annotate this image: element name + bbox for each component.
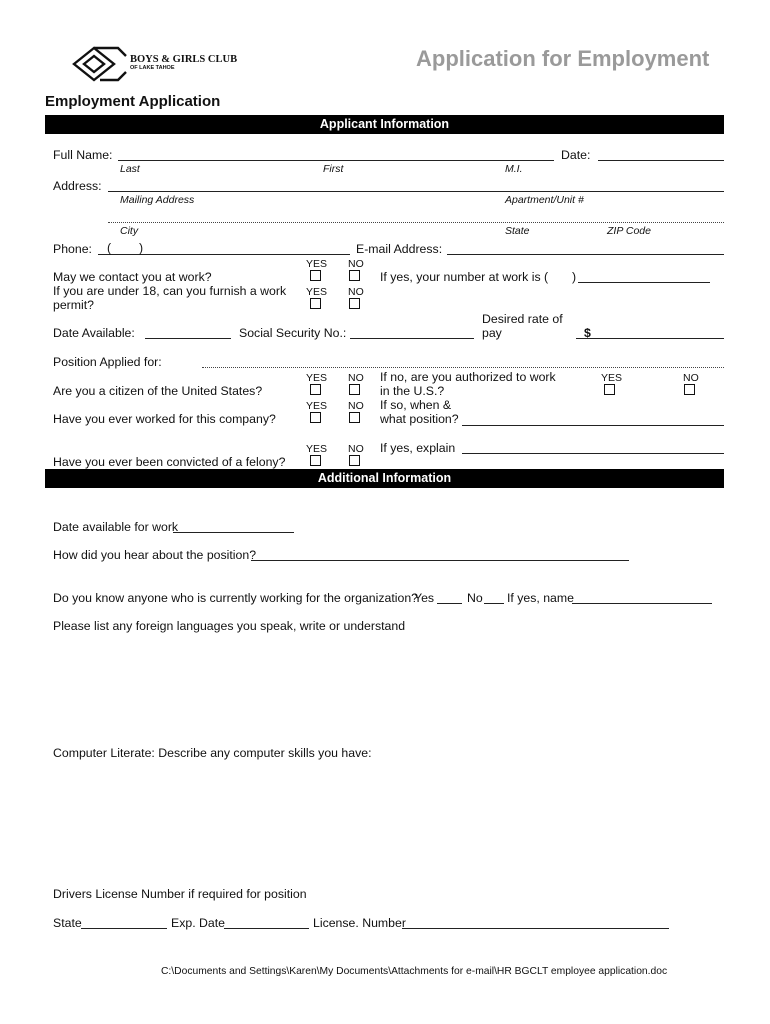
contact-yes-label: YES [306,258,328,270]
license-number-field[interactable] [402,928,669,929]
under-18-question: If you are under 18, can you furnish a work [53,284,287,298]
felony-yes-checkbox[interactable] [310,455,321,466]
phone-paren-open: ( [107,241,112,255]
authorized-no-checkbox[interactable] [684,384,695,395]
phone-label: Phone: [53,242,92,256]
work-number-label: If yes, your number at work is ( [380,270,549,284]
date-available-work-label: Date available for work [53,520,179,534]
know-name-label: If yes, name [507,591,574,605]
know-anyone-question: Do you know anyone who is currently working for the organization? [53,591,419,605]
citizen-yes-checkbox[interactable] [310,384,321,395]
license-state-field[interactable] [81,928,167,929]
contact-at-work-question: May we contact you at work? [53,270,212,284]
first-hint: First [323,163,344,175]
felony-question: Have you ever been convicted of a felony? [53,455,286,469]
worked-no-checkbox[interactable] [349,412,360,423]
authorized-question-cont: in the U.S.? [380,384,445,398]
authorized-yes-checkbox[interactable] [604,384,615,395]
section-additional-information: Additional Information [45,469,724,488]
full-name-label: Full Name: [53,148,113,162]
mailing-address-field[interactable] [108,191,724,192]
city-hint: City [120,225,139,237]
club-logo-mark [70,44,128,82]
dollar-sign: $ [584,326,591,340]
when-position-question: If so, when & [380,398,452,412]
position-label: Position Applied for: [53,355,162,369]
felony-no-label: NO [348,443,364,455]
page-title: Application for Employment [416,46,710,71]
apartment-hint: Apartment/Unit # [505,194,584,206]
citizen-no-label: NO [348,372,364,384]
logo-name: BOYS & GIRLS CLUB [130,54,238,65]
contact-no-checkbox[interactable] [349,270,360,281]
contact-yes-checkbox[interactable] [310,270,321,281]
know-no-label: No [467,591,483,605]
when-position-question-cont: what position? [380,412,459,426]
when-position-field[interactable] [462,425,724,426]
date-available-work-field[interactable] [173,532,294,533]
permit-yes-checkbox[interactable] [310,298,321,309]
phone-field[interactable] [98,254,350,255]
know-name-field[interactable] [572,603,712,604]
email-label: E-mail Address: [356,242,443,256]
ssn-label: Social Security No.: [239,326,347,340]
license-exp-label: Exp. Date [171,916,225,930]
work-number-close: ) [572,270,577,284]
license-state-label: State [53,916,82,930]
authorized-no-label: NO [683,372,699,384]
languages-label: Please list any foreign languages you speak, write or understand [53,619,406,633]
desired-pay-label-cont: pay [482,326,502,340]
position-field[interactable] [202,367,724,368]
permit-no-label: NO [348,286,364,298]
under-18-question-cont: permit? [53,298,95,312]
contact-no-label: NO [348,258,364,270]
address-label: Address: [53,179,102,193]
drivers-license-label: Drivers License Number if required for position [53,887,307,901]
know-yes-field[interactable] [437,603,462,604]
desired-pay-label: Desired rate of [482,312,563,326]
email-field[interactable] [447,254,724,255]
date-available-field[interactable] [145,338,231,339]
work-number-field[interactable] [578,282,710,283]
worked-yes-label: YES [306,400,328,412]
logo-subtitle: OF LAKE TAHOE [130,65,175,71]
license-exp-field[interactable] [224,928,309,929]
permit-yes-label: YES [306,286,328,298]
date-available-label: Date Available: [53,326,135,340]
phone-paren-close: ) [139,241,144,255]
section-applicant-information: Applicant Information [45,115,724,134]
hear-about-label: How did you hear about the position? [53,548,257,562]
citizen-no-checkbox[interactable] [349,384,360,395]
citizen-question: Are you a citizen of the United States? [53,384,263,398]
mailing-address-hint: Mailing Address [120,194,195,206]
last-hint: Last [120,163,140,175]
permit-no-checkbox[interactable] [349,298,360,309]
ssn-field[interactable] [350,338,474,339]
state-hint: State [505,225,530,237]
form-heading: Employment Application [45,93,221,110]
explain-label: If yes, explain [380,441,456,455]
computer-skills-label: Computer Literate: Describe any computer skills you have: [53,746,372,760]
worked-here-question: Have you ever worked for this company? [53,412,276,426]
worked-yes-checkbox[interactable] [310,412,321,423]
license-number-label: License. Number [313,916,406,930]
felony-no-checkbox[interactable] [349,455,360,466]
felony-yes-label: YES [306,443,328,455]
date-label: Date: [561,148,591,162]
know-yes-label: Yes [414,591,435,605]
full-name-field[interactable] [118,160,554,161]
know-no-field[interactable] [484,603,504,604]
citizen-yes-label: YES [306,372,328,384]
desired-pay-field[interactable] [576,338,724,339]
authorized-question: If no, are you authorized to work [380,370,556,384]
zip-hint: ZIP Code [607,225,651,237]
authorized-yes-label: YES [601,372,623,384]
hear-about-field[interactable] [251,560,629,561]
mi-hint: M.I. [505,163,523,175]
explain-field[interactable] [462,453,724,454]
file-path-footer: C:\Documents and Settings\Karen\My Documents\Attachments for e-mail\HR BGCLT employee application.doc [161,966,668,977]
date-field[interactable] [598,160,724,161]
city-state-zip-field[interactable] [108,222,724,223]
worked-no-label: NO [348,400,364,412]
